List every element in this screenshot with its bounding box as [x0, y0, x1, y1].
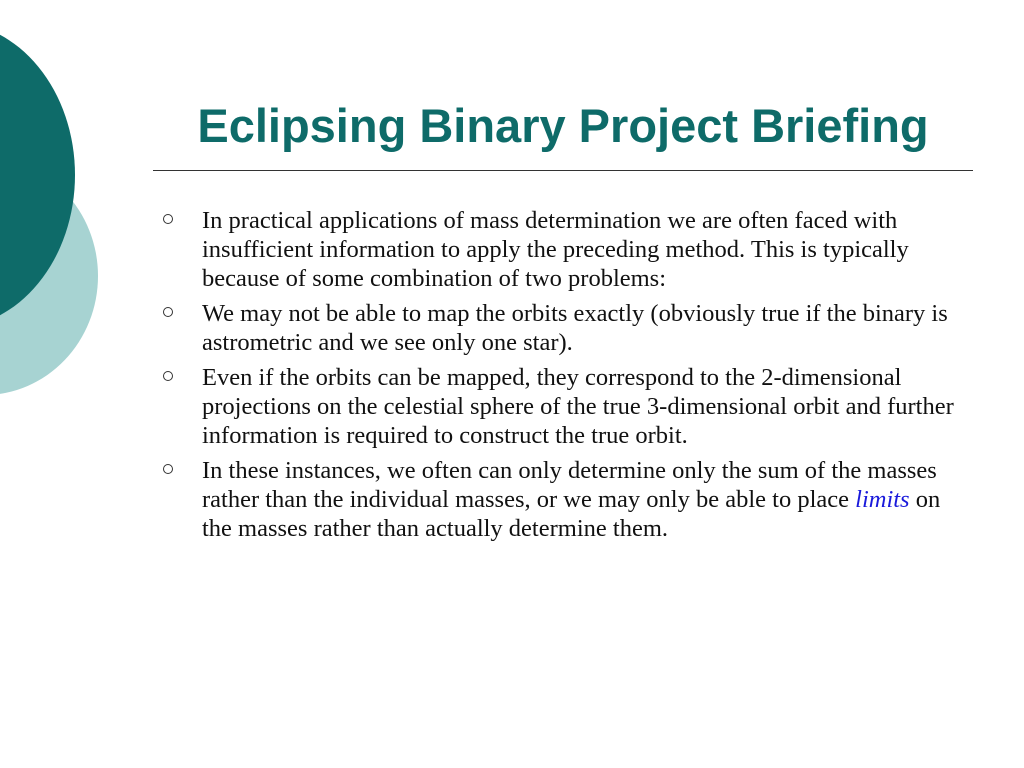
hollow-circle-bullet-icon: [163, 371, 173, 381]
bullet-text: Even if the orbits can be mapped, they correspond to the 2-dimensional projections on the celestial sphere of the true 3-dimensional orbit and further information is required to construct the true orbit.: [202, 364, 954, 449]
bullet-text: In practical applications of mass determination we are often faced with insufficient information to apply the preceding method. This is typically because of some combination of two problems:: [202, 207, 909, 292]
slide-title: Eclipsing Binary Project Briefing: [197, 99, 929, 152]
bullet-text-after: on the masses rather than actually determine them.: [202, 486, 941, 542]
bullet-list: [160, 206, 970, 549]
hollow-circle-bullet-icon: [163, 307, 173, 317]
emphasized-word: limits: [855, 486, 910, 513]
hollow-circle-bullet-icon: [163, 214, 173, 224]
title-divider: [153, 170, 973, 171]
hollow-circle-bullet-icon: [163, 464, 173, 474]
bullet-item: [160, 456, 970, 543]
bullet-item: [160, 206, 970, 293]
bullet-text: We may not be able to map the orbits exactly (obviously true if the binary is astrometric and we see only one star).: [202, 300, 948, 356]
bullet-item: [160, 363, 970, 450]
bullet-text-before: In these instances, we often can only determine only the sum of the masses rather than the individual masses, or we may only be able to place: [202, 457, 937, 513]
bullet-item: [160, 299, 970, 357]
